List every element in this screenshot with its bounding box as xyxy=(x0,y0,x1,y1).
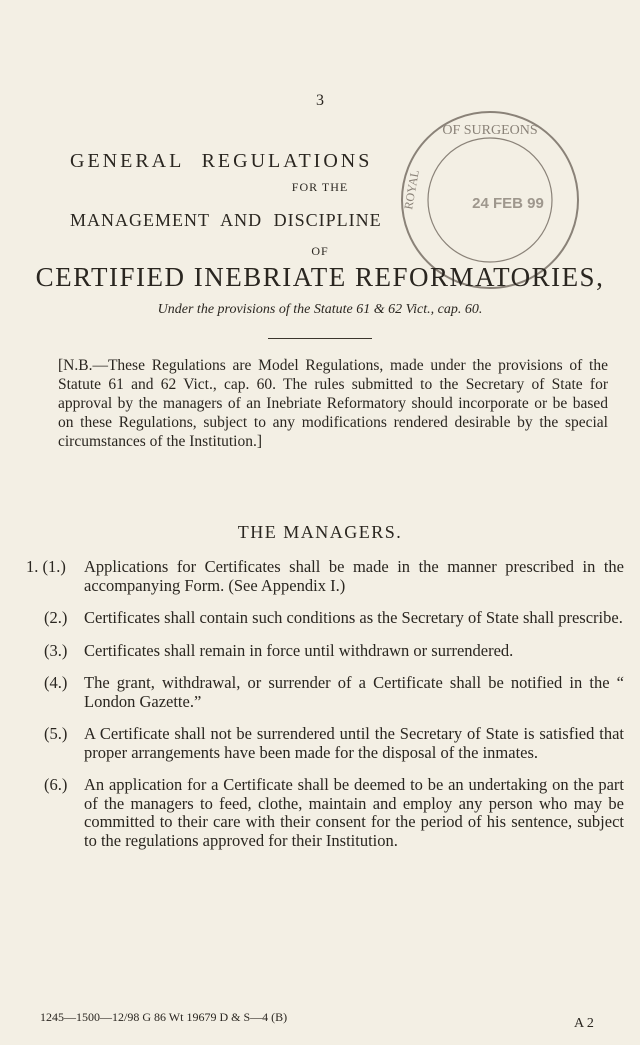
title-of: OF xyxy=(311,244,329,258)
clause-item xyxy=(44,642,624,661)
divider-rule xyxy=(268,338,372,339)
stamp-date: 24 FEB 99 xyxy=(472,195,544,212)
stamp-text-left: ROYAL xyxy=(401,168,422,211)
printer-imprint: 1245—1500—12/98 G 86 Wt 19679 D & S—4 (B) xyxy=(40,1010,288,1024)
clause-item xyxy=(44,776,624,850)
clause-number: (4.) xyxy=(44,673,68,692)
section-heading: THE MANAGERS. xyxy=(237,522,403,542)
clause-text: Certificates shall remain in force until withdrawn or surrendered. xyxy=(84,640,514,660)
statute-line: Under the provisions of the Statute 61 & 62 Vict., cap. 60. xyxy=(157,302,483,317)
stamp-text-top: OF SURGEONS xyxy=(442,123,538,138)
clause-item xyxy=(44,725,624,762)
clause-list xyxy=(26,557,624,864)
clause-text: A Certificate shall not be surrendered until the Secretary of State is satisfied that proper arrangements have been made for the disposal of the inmates. xyxy=(84,724,624,762)
clause-number: (2.) xyxy=(44,608,68,627)
title-management-discipline: MANAGEMENT AND DISCIPLINE xyxy=(70,210,382,230)
clause-text: Applications for Certificates shall be made in the manner prescribed in the accompanying Form. (See Appendix I.) xyxy=(84,557,624,595)
signature-mark: A 2 xyxy=(574,1016,594,1031)
title-general-regulations: GENERAL REGULATIONS xyxy=(70,150,373,172)
clause-item xyxy=(26,557,624,595)
clause-item xyxy=(44,609,624,628)
title-for-the: FOR THE xyxy=(291,180,349,194)
clause-number: 1. (1.) xyxy=(26,557,66,576)
clause-number: (6.) xyxy=(44,775,68,794)
clause-text: An application for a Certificate shall be deemed to be an undertaking on the part of the managers to feed, clothe, maintain and employ any person who may be committed to their care with their consent for the period of his sentence, subject to the regulations approved for their Institution. xyxy=(84,775,624,850)
main-title: CERTIFIED INEBRIATE REFORMATORIES, xyxy=(35,262,605,292)
intro-note: [N.B.—These Regulations are Model Regulations, made under the provisions of the Statute 61 and 62 Vict., cap. 60. The rules submitted to the Secretary of State for approval by the managers of an Inebriate Reformatory should incorporate or be based on these Regulations, subject to any modifications rendered desirable by the special circumstances of the Institution.] xyxy=(58,357,608,450)
clause-item xyxy=(44,674,624,711)
clause-number: (5.) xyxy=(44,724,68,743)
clause-number: (3.) xyxy=(44,640,68,660)
page-number: 3 xyxy=(316,92,324,109)
clause-text: Certificates shall contain such conditions as the Secretary of State shall prescribe. xyxy=(84,608,623,627)
clause-text: The grant, withdrawal, or surrender of a Certificate shall be notified in the “ London Gazette.” xyxy=(84,673,624,711)
